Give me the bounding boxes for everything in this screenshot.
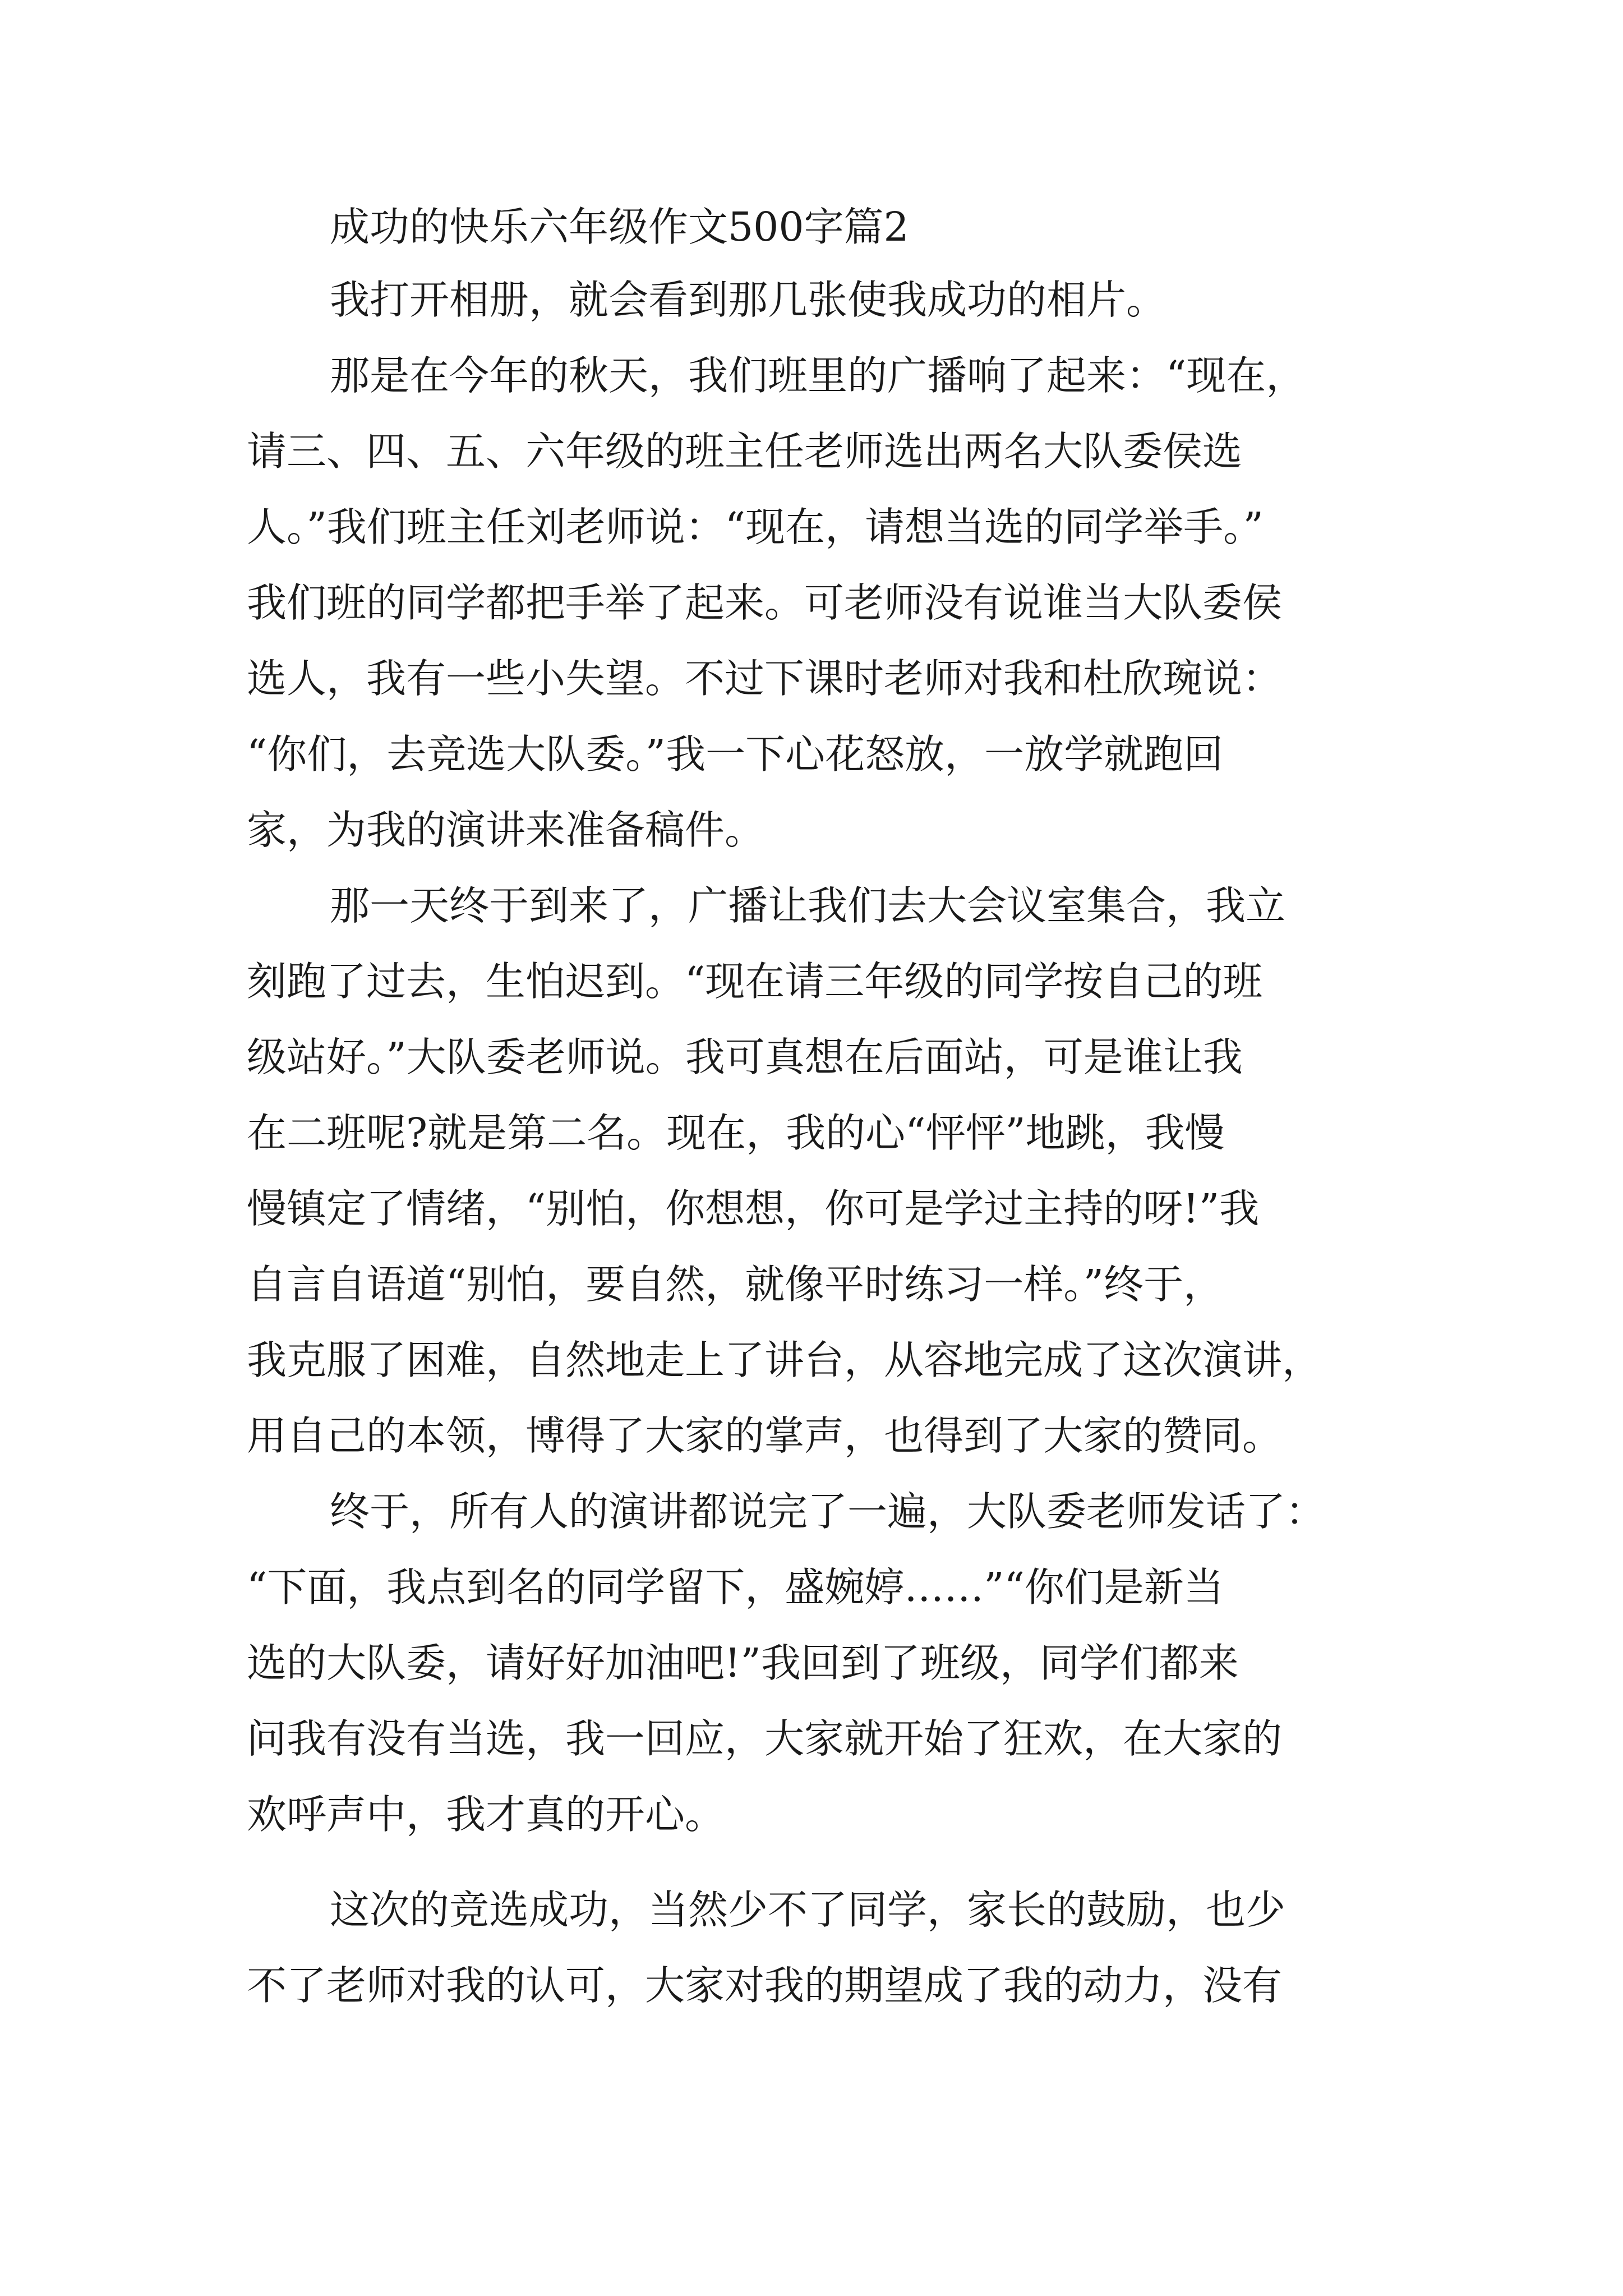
line-text: 那是在今年的秋天，我们班里的广播响了起来：“现在， <box>330 352 1306 399</box>
line-text: 刻跑了过去，生怕迟到。“现在请三年级的同学按自己的班 <box>247 958 1263 1005</box>
paragraph-line <box>0 718 1623 791</box>
line-text: 那一天终于到来了，广播让我们去大会议室集合，我立 <box>330 882 1286 929</box>
line-text: “下面，我点到名的同学留下，盛婉婷……”“你们是新当 <box>247 1564 1224 1611</box>
paragraph-line <box>0 1324 1623 1397</box>
paragraph-line <box>0 945 1623 1018</box>
document-title <box>0 191 1623 264</box>
paragraph-line <box>0 491 1623 564</box>
line-text: 选的大队委，请好好加油吧!”我回到了班级，同学们都来 <box>247 1640 1239 1686</box>
paragraph-line <box>0 1627 1623 1700</box>
paragraph-line <box>0 1172 1623 1245</box>
line-text: 我克服了困难，自然地走上了讲台，从容地完成了这次演讲， <box>247 1337 1322 1383</box>
line-text: 人。”我们班主任刘老师说：“现在，请想当选的同学举手。” <box>247 504 1264 550</box>
paragraph-line <box>0 869 1623 942</box>
paragraph-line <box>0 1021 1623 1094</box>
line-text: 我们班的同学都把手举了起来。可老师没有说谁当大队委侯 <box>247 579 1283 626</box>
paragraph-line <box>0 415 1623 488</box>
paragraph-line <box>0 1551 1623 1624</box>
line-text: “你们，去竞选大队委。”我一下心花怒放，一放学就跑回 <box>247 731 1224 777</box>
line-text: 选人，我有一些小失望。不过下课时老师对我和杜欣琬说： <box>247 655 1283 702</box>
line-text: 用自己的本领，博得了大家的掌声，也得到了大家的赞同。 <box>247 1412 1283 1459</box>
title-text: 成功的快乐六年级作文500字篇2 <box>330 204 909 250</box>
paragraph-line <box>0 1703 1623 1775</box>
line-text: 级站好。”大队委老师说。我可真想在后面站，可是谁让我 <box>247 1034 1243 1080</box>
line-text: 请三、四、五、六年级的班主任老师选出两名大队委侯选 <box>247 428 1243 475</box>
paragraph-line <box>0 1874 1623 1947</box>
paragraph-line <box>0 1248 1623 1321</box>
line-text: 问我有没有当选，我一回应，大家就开始了狂欢，在大家的 <box>247 1715 1283 1762</box>
line-text: 欢呼声中，我才真的开心。 <box>247 1791 725 1838</box>
line-text: 慢镇定了情绪，“别怕，你想想，你可是学过主持的呀!”我 <box>247 1185 1260 1232</box>
line-text: 不了老师对我的认可，大家对我的期望成了我的动力，没有 <box>247 1962 1283 2009</box>
line-text: 自言自语道“别怕，要自然，就像平时练习一样。”终于， <box>247 1261 1224 1308</box>
line-text: 我打开相册，就会看到那几张使我成功的相片。 <box>330 277 1166 323</box>
paragraph-line <box>0 1400 1623 1473</box>
line-text: 在二班呢?就是第二名。现在，我的心“怦怦”地跳，我慢 <box>247 1110 1225 1156</box>
line-text: 家，为我的演讲来准备稿件。 <box>247 807 765 853</box>
paragraph-line <box>0 567 1623 639</box>
paragraph-line <box>0 1778 1623 1851</box>
paragraph-line <box>0 642 1623 715</box>
line-text: 这次的竞选成功，当然少不了同学，家长的鼓励，也少 <box>330 1887 1286 1933</box>
paragraph-line <box>0 264 1623 337</box>
line-text: 终于，所有人的演讲都说完了一遍，大队委老师发话了： <box>330 1488 1326 1535</box>
paragraph-line <box>0 1949 1623 2022</box>
paragraph-line <box>0 1097 1623 1170</box>
paragraph-line <box>0 1475 1623 1548</box>
paragraph-line <box>0 794 1623 867</box>
paragraph-line <box>0 339 1623 412</box>
